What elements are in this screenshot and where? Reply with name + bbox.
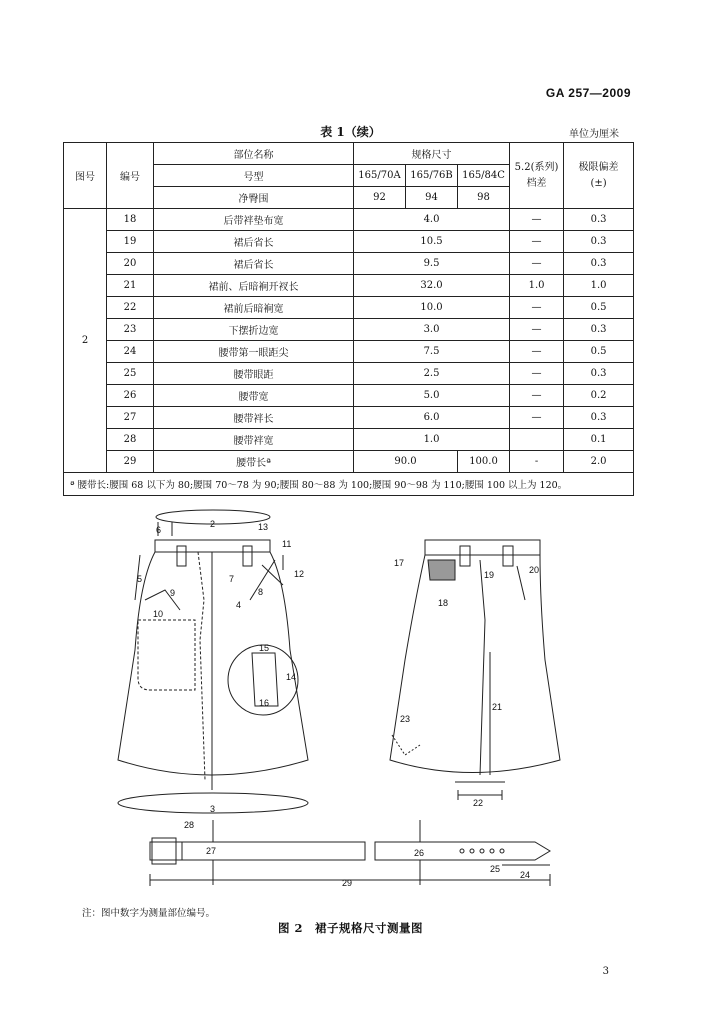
unit-note: 单位为厘米 (569, 129, 619, 140)
row-tol: 1.0 (564, 275, 634, 297)
figure-label: 20 (529, 565, 540, 575)
row-step: — (510, 363, 564, 385)
front-skirt-drawing (118, 510, 308, 813)
figure-label: 16 (259, 698, 270, 708)
group-fig-no: 2 (64, 209, 107, 473)
row-name: 腰带长ª (154, 451, 354, 473)
row-step: — (510, 407, 564, 429)
figure-label: 3 (210, 804, 216, 814)
row-value: 9.5 (354, 253, 510, 275)
row-value: 6.0 (354, 407, 510, 429)
row-name: 后带袢垫布宽 (154, 209, 354, 231)
row-name: 腰带眼距 (154, 363, 354, 385)
row-name: 裙后省长 (154, 231, 354, 253)
figure-label: 13 (258, 522, 269, 532)
figure-label: 4 (236, 600, 242, 610)
row-step: — (510, 253, 564, 275)
size-col: 165/76B (406, 165, 458, 187)
figure-label: 11 (282, 539, 292, 549)
figure-label: 10 (153, 609, 164, 619)
row-step: — (510, 231, 564, 253)
figure-label: 26 (414, 848, 425, 858)
back-skirt-drawing (390, 540, 560, 800)
figure-label: 25 (490, 864, 501, 874)
table-title: 表 1（续） (320, 125, 381, 139)
row-step: - (510, 451, 564, 473)
row-tol: 0.1 (564, 429, 634, 451)
row-no: 22 (107, 297, 154, 319)
row-name: 腰带宽 (154, 385, 354, 407)
figure-label: 12 (294, 569, 305, 579)
row-value: 10.0 (354, 297, 510, 319)
row-no: 23 (107, 319, 154, 341)
row-tol: 0.5 (564, 341, 634, 363)
row-step: — (510, 209, 564, 231)
figure-label: 19 (484, 570, 495, 580)
row-name: 裙前后暗裥宽 (154, 297, 354, 319)
row-value: 5.0 (354, 385, 510, 407)
figure-label: 6 (156, 525, 162, 535)
figure-label: 29 (342, 878, 353, 888)
row-no: 20 (107, 253, 154, 275)
row-tol: 0.3 (564, 363, 634, 385)
figure-label: 22 (473, 798, 484, 808)
hip-value: 92 (354, 187, 406, 209)
row-tol: 0.2 (564, 385, 634, 407)
figure-caption: 图 2 裙子规格尺寸测量图 (277, 921, 423, 935)
row-value: 7.5 (354, 341, 510, 363)
header-model: 号型 (154, 165, 354, 187)
page-number: 3 (602, 966, 609, 977)
figure-labels (137, 519, 539, 888)
hip-value: 94 (406, 187, 458, 209)
standard-code: GA 257—2009 (545, 86, 631, 100)
row-tol: 0.3 (564, 253, 634, 275)
header-spec-size: 规格尺寸 (354, 143, 510, 165)
figure-label: 2 (210, 519, 216, 529)
figure-label: 23 (400, 714, 411, 724)
row-name: 腰带袢长 (154, 407, 354, 429)
row-value: 2.5 (354, 363, 510, 385)
header-tolerance: 极限偏差 (±) (564, 143, 634, 209)
figure-label: 18 (438, 598, 449, 608)
figure-label: 5 (137, 574, 143, 584)
size-col: 165/84C (458, 165, 510, 187)
row-value: 1.0 (354, 429, 510, 451)
figure-label: 17 (394, 558, 405, 568)
figure-label: 15 (259, 643, 270, 653)
header-step: 5.2(系列) 档差 (510, 143, 564, 209)
row-name: 腰带第一眼距尖 (154, 341, 354, 363)
row-step: 1.0 (510, 275, 564, 297)
row-tol: 0.3 (564, 319, 634, 341)
row-value: 4.0 (354, 209, 510, 231)
row-tol: 2.0 (564, 451, 634, 473)
figure-label: 28 (184, 820, 195, 830)
figure-label: 21 (492, 702, 503, 712)
row-step: — (510, 319, 564, 341)
row-value: 3.0 (354, 319, 510, 341)
figure-label: 24 (520, 870, 531, 880)
row-value: 10.5 (354, 231, 510, 253)
row-no: 24 (107, 341, 154, 363)
figure-label: 27 (206, 846, 217, 856)
row-value: 32.0 (354, 275, 510, 297)
row-name: 裙前、后暗裥开衩长 (154, 275, 354, 297)
header-fig-no: 图号 (64, 143, 107, 209)
hip-value: 98 (458, 187, 510, 209)
row-tol: 0.3 (564, 209, 634, 231)
figure-label: 14 (286, 672, 297, 682)
row-no: 18 (107, 209, 154, 231)
row-name: 腰带袢宽 (154, 429, 354, 451)
row-name: 下摆折边宽 (154, 319, 354, 341)
row-value-c: 100.0 (458, 451, 510, 473)
row-no: 29 (107, 451, 154, 473)
figure-label: 7 (229, 574, 235, 584)
table-footnote: ª 腰带长:腰围 68 以下为 80;腰围 70～78 为 90;腰围 80～88 为 100;腰围 90～98 为 110;腰围 100 以上为 120。 (64, 473, 634, 496)
size-col: 165/70A (354, 165, 406, 187)
row-tol: 0.3 (564, 407, 634, 429)
figure-note: 注：图中数字为测量部位编号。 (82, 908, 216, 919)
row-tol: 0.3 (564, 231, 634, 253)
row-no: 21 (107, 275, 154, 297)
header-hip-net: 净臀围 (154, 187, 354, 209)
row-value-ab: 90.0 (354, 451, 458, 473)
row-step: — (510, 341, 564, 363)
row-step: — (510, 297, 564, 319)
row-no: 28 (107, 429, 154, 451)
figure-label: 9 (170, 588, 176, 598)
header-part-name: 部位名称 (154, 143, 354, 165)
row-no: 19 (107, 231, 154, 253)
row-tol: 0.5 (564, 297, 634, 319)
row-step: — (510, 385, 564, 407)
row-no: 25 (107, 363, 154, 385)
row-name: 裙后省长 (154, 253, 354, 275)
figure-label: 8 (258, 587, 264, 597)
header-item-no: 编号 (107, 143, 154, 209)
row-no: 26 (107, 385, 154, 407)
row-no: 27 (107, 407, 154, 429)
